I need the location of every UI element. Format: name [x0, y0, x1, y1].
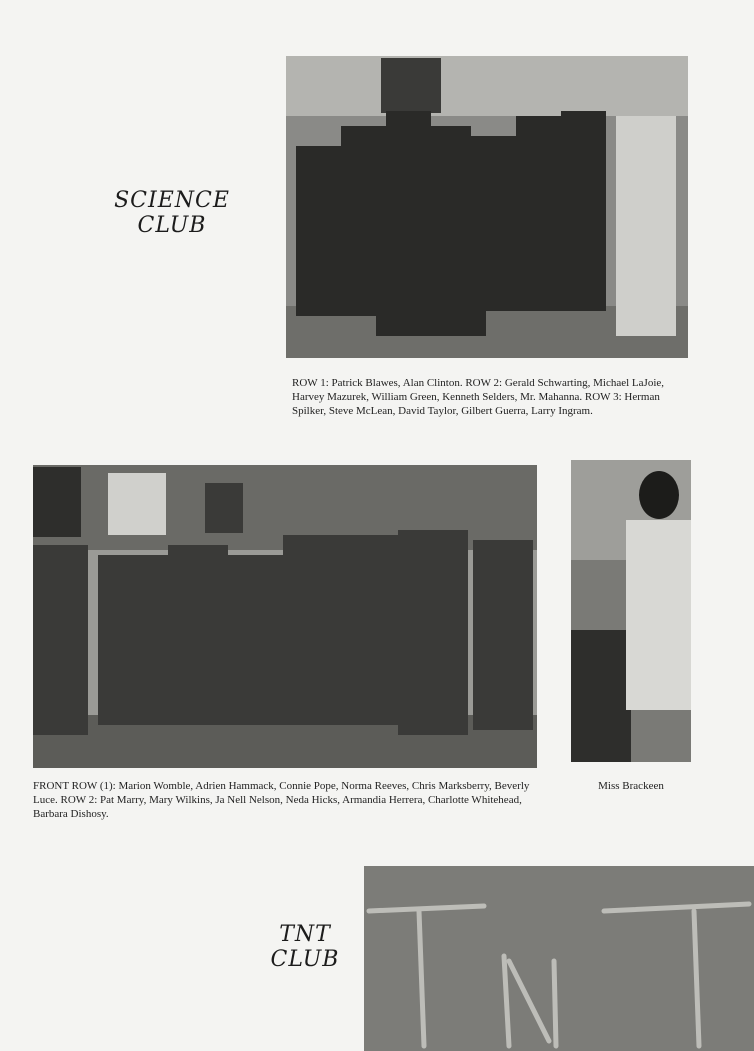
science-club-caption: ROW 1: Patrick Blawes, Alan Clinton. ROW 2: Gerald Schwarting, Michael LaJoie, Harvey Mazurek, William Green, Kenneth Selders, Mr. Mahanna. ROW 3: Herman Spilker, Steve McLean, David Taylor, Gilbert Guerra, Larry Ingram. — [292, 377, 665, 417]
science-club-photo — [286, 56, 688, 358]
tnt-club-title-line1: TNT — [279, 922, 331, 947]
tnt-club-title-line2: CLUB — [270, 947, 340, 973]
girls-club-caption: FRONT ROW (1): Marion Womble, Adrien Hammack, Connie Pope, Norma Reeves, Chris Marksberry, Beverly Luce. ROW 2: Pat Marry, Mary Wilkins, Ja Nell Nelson, Neda Hicks, Armandia Herrera, Charlotte Whitehead, Barbara Dishosy. — [33, 780, 530, 820]
science-club-title — [112, 188, 232, 239]
science-club-title-line1: SCIENCE — [114, 188, 230, 213]
advisor-photo — [571, 460, 691, 762]
tnt-club-title — [250, 922, 360, 973]
science-club-title-line2: CLUB — [137, 213, 207, 239]
advisor-caption: Miss Brackeen — [598, 780, 664, 792]
girls-club-photo — [33, 465, 537, 768]
tnt-club-photo — [364, 866, 754, 1051]
